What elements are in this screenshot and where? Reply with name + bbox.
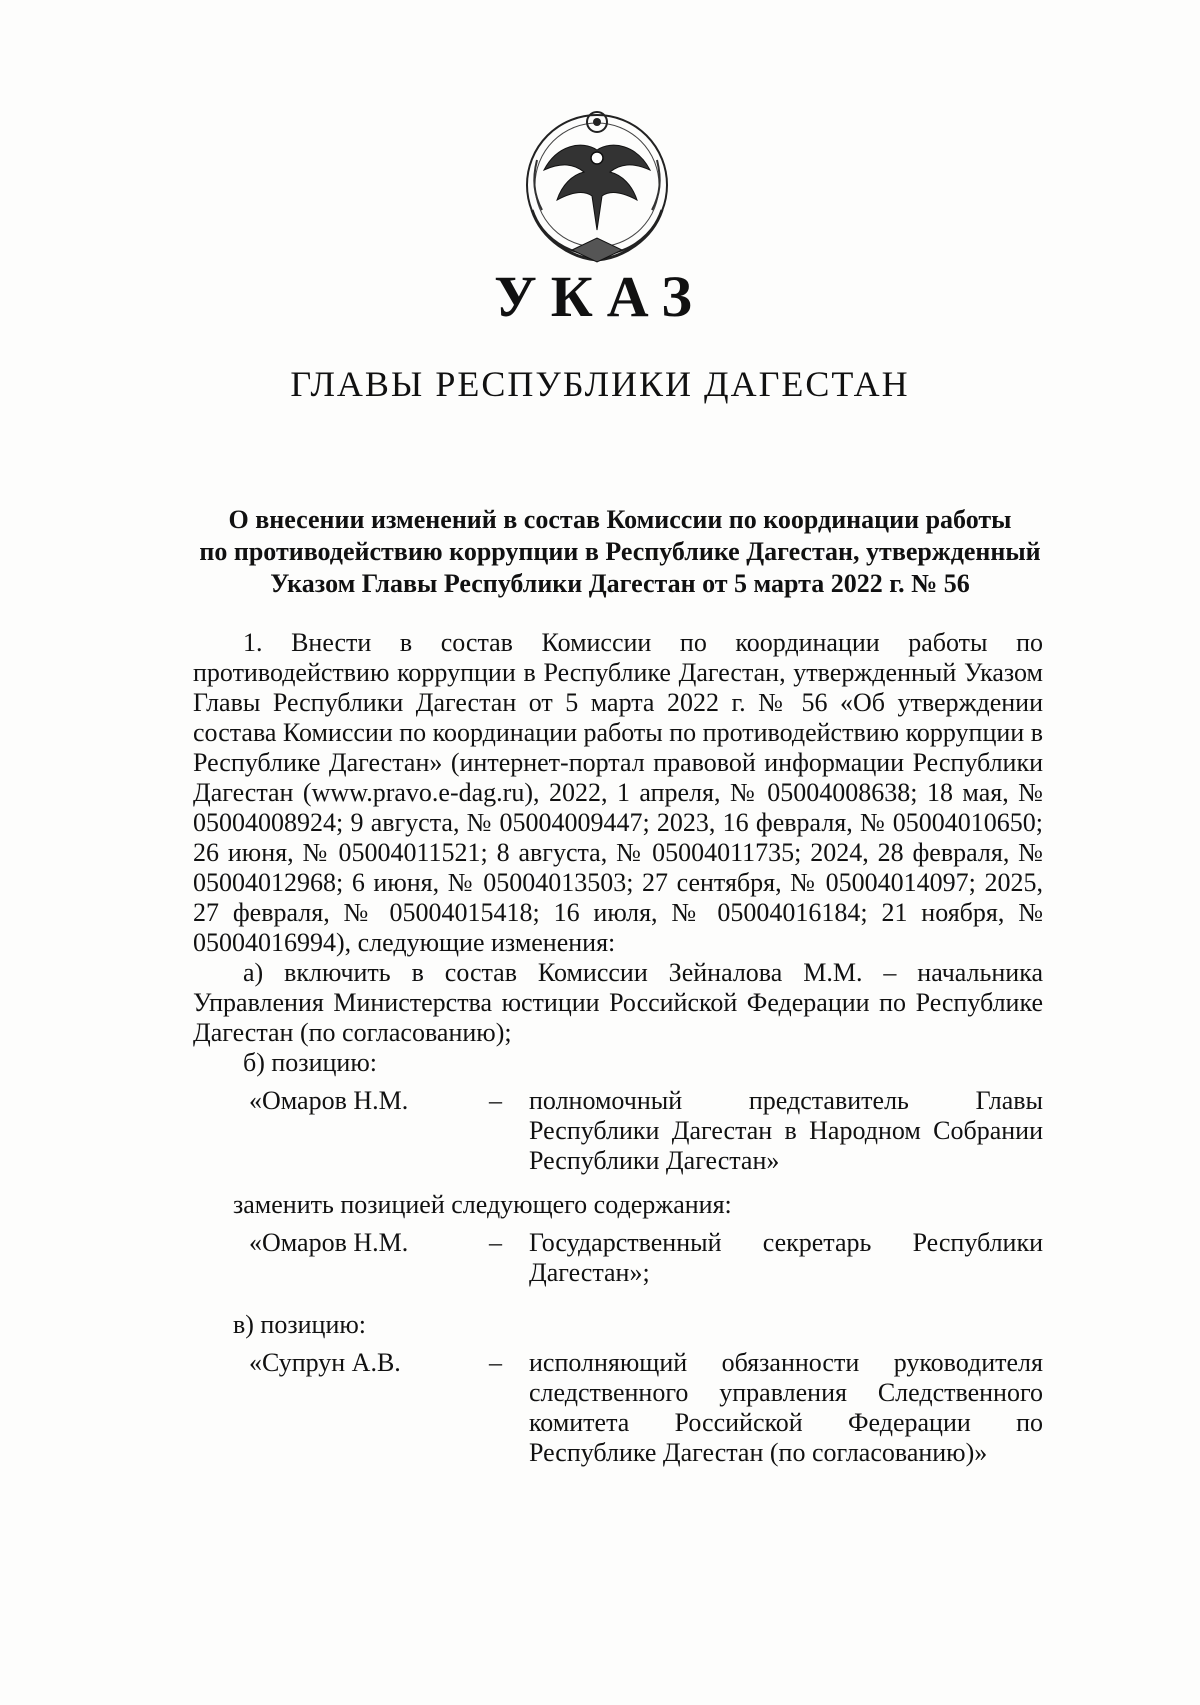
position-b-new xyxy=(193,1228,1043,1288)
item-a: а) включить в состав Комиссии Зейналова М.М. – начальника Управления Министерства юстиции Российской Федерации по Республике Дагестан (по согласованию); xyxy=(193,958,1043,1047)
position-dash: – xyxy=(489,1086,502,1115)
position-description: исполняющий обязанности руководителя следственного управления Следственного комитета Российской Федерации по Республике Дагестан (по согласованию)» xyxy=(529,1348,1043,1467)
position-b-old xyxy=(193,1086,1043,1176)
position-dash: – xyxy=(489,1228,502,1257)
position-name: «Супрун А.В. xyxy=(249,1348,401,1377)
decree-heading xyxy=(180,504,1060,600)
heading-line-1: О внесении изменений в состав Комиссии по координации работы xyxy=(228,505,1012,534)
position-name: «Омаров Н.М. xyxy=(249,1086,409,1115)
decree-body xyxy=(193,628,1043,1468)
item-b-label: б) позицию: xyxy=(243,1048,377,1077)
position-description: Государственный секретарь Республики Дагестан»; xyxy=(529,1228,1043,1287)
position-name: «Омаров Н.М. xyxy=(249,1228,409,1257)
heading-line-2: по противодействию коррупции в Республике Дагестан, утвержденный xyxy=(199,537,1041,566)
paragraph-1: 1. Внести в состав Комиссии по координации работы по противодействию коррупции в Республике Дагестан, утвержденный Указом Главы Республики Дагестан от 5 марта 2022 г. № 56 «Об утверждении состава Комиссии по координации работы по противодействию коррупции в Республике Дагестан» (интернет-портал правовой информации Республики Дагестан (www.pravo.e-dag.ru), 2022, 1 апреля, № 05004008638; 18 мая, № 05004008924; 9 августа, № 05004009447; 2023, 16 февраля, № 05004010650; 26 июня, № 05004011521; 8 августа, № 05004011735; 2024, 28 февраля, № 05004012968; 6 июня, № 05004013503; 27 сентября, № 05004014097; 2025, 27 февраля, № 05004015418; 16 июля, № 05004016184; 21 ноября, № 05004016994), следующие изменения: xyxy=(193,628,1043,957)
document-title: УКАЗ xyxy=(494,264,706,329)
dagestan-eagle-emblem-icon xyxy=(512,100,682,270)
document-subtitle: ГЛАВЫ РЕСПУБЛИКИ ДАГЕСТАН xyxy=(290,364,910,404)
item-c-label: в) позицию: xyxy=(233,1310,367,1339)
position-dash: – xyxy=(489,1348,502,1377)
position-c-old xyxy=(193,1348,1043,1468)
replace-label: заменить позицией следующего содержания: xyxy=(233,1190,732,1219)
position-description: полномочный представитель Главы Республики Дагестан в Народном Собрании Республики Дагестан» xyxy=(529,1086,1043,1175)
heading-line-3: Указом Главы Республики Дагестан от 5 марта 2022 г. № 56 xyxy=(270,569,970,598)
